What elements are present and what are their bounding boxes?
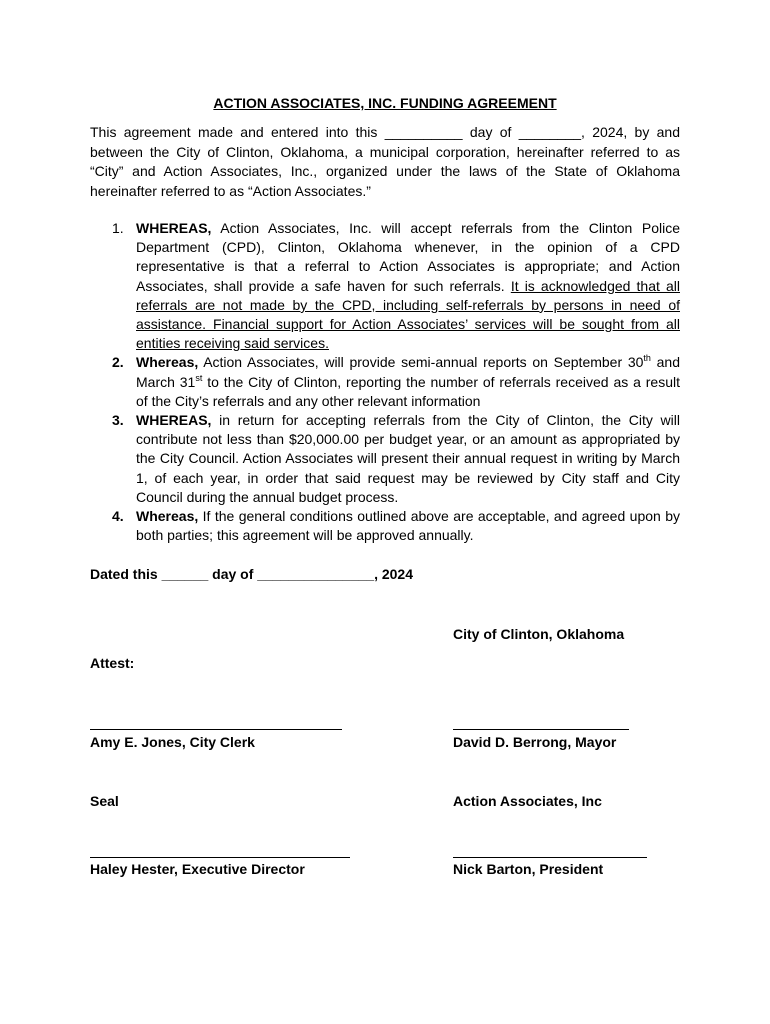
president-signature-line	[453, 857, 647, 858]
city-heading: City of Clinton, Oklahoma	[453, 626, 625, 642]
list-item	[90, 507, 680, 545]
item-text: to the City of Clinton, reporting the number of referrals received as a result of the City’s referrals and any other relevant information	[136, 373, 681, 409]
item-text: Action Associates, will provide semi-annual reports on September 30	[198, 354, 644, 371]
item-lead: WHEREAS,	[136, 412, 212, 429]
item-underlined-text: It is acknowledged that all referrals are not made by the CPD, including self-referrals by persons in need of assistance. Financial support for Action Associates’ services will be sought from all entities receiving said services.	[136, 277, 680, 352]
list-item	[90, 353, 680, 411]
mayor-name: David D. Berrong, Mayor	[453, 734, 617, 750]
item-text: in return for accepting referrals from the City of Clinton, the City will contribute not less than $20,000.00 per budget year, or an amount as appropriated by the City Council. Action Associates will present their annual request in writing by March 1, of each year, in order that said request may be reviewed by City staff and City Council during the annual budget process.	[136, 412, 680, 505]
item-text: Action Associates, Inc. will accept referrals from the Clinton Police Department (CPD), Clinton, Oklahoma whenever, in the opinion of a CPD representative is that a referral to Action Associates is appropriate; and Action Associates, shall provide a safe haven for such referrals.	[136, 220, 680, 294]
item-number: 3.	[112, 412, 124, 429]
director-signature-line	[90, 857, 350, 858]
clerk-name: Amy E. Jones, City Clerk	[90, 734, 255, 750]
intro-paragraph: This agreement made and entered into this __________ day of ________, 2024, by and between the City of Clinton, Oklahoma, a municipal corporation, hereinafter referred to as “City” and Action Associates, Inc., organized under the laws of the State of Oklahoma hereinafter referred to as “Action Associates.”	[90, 124, 680, 199]
whereas-list	[90, 219, 680, 545]
item-number: 4.	[112, 508, 124, 525]
action-associates-heading: Action Associates, Inc	[453, 793, 602, 809]
director-name: Haley Hester, Executive Director	[90, 861, 305, 877]
list-item	[90, 219, 680, 353]
item-number: 2.	[112, 354, 124, 371]
item-lead: Whereas,	[136, 354, 199, 371]
document-title: ACTION ASSOCIATES, INC. FUNDING AGREEMENT	[213, 95, 557, 111]
ordinal-suffix: st	[195, 372, 203, 383]
item-number: 1.	[112, 220, 124, 236]
president-name: Nick Barton, President	[453, 861, 604, 877]
list-item	[90, 411, 680, 507]
ordinal-suffix: th	[643, 353, 651, 364]
attest-label: Attest:	[90, 655, 135, 671]
item-text: and March 31	[136, 354, 681, 390]
mayor-signature-line	[453, 729, 629, 730]
item-text: If the general conditions outlined above are acceptable, and agreed upon by both parties; this agreement will be approved annually.	[136, 508, 680, 544]
clerk-signature-line	[90, 729, 342, 730]
item-lead: Whereas,	[136, 508, 199, 525]
seal-label: Seal	[90, 793, 119, 809]
dated-line: Dated this ______ day of _______________, 2024	[90, 566, 414, 582]
item-lead: WHEREAS,	[136, 220, 212, 236]
